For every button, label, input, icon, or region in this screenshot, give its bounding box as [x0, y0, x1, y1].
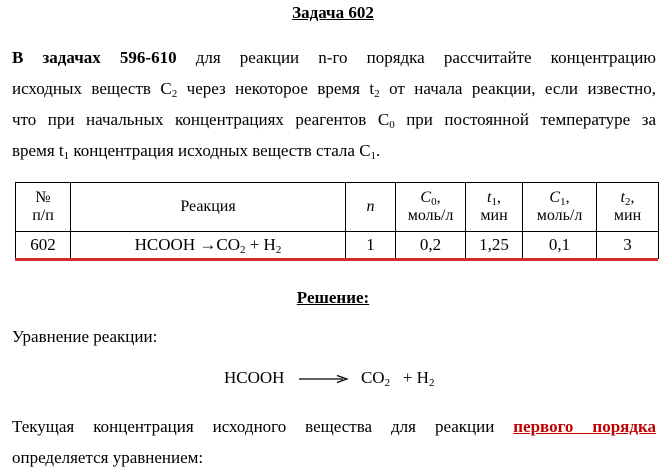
statement-line-2: исходных веществ $С_2$ через некоторое время $t_2$ от начала реакции, если известно, — [12, 79, 656, 100]
statement-line-3: что при начальных концентрациях реагентов $С_0$ при постоянной температуре за — [12, 110, 656, 131]
cell-reaction: HCOOH $\to CO_2 + H_2$ — [71, 232, 346, 259]
first-order-highlight: первого порядка — [513, 417, 656, 436]
current-concentration-text — [12, 411, 656, 473]
col-header-reaction: Реакция — [71, 183, 346, 232]
problem-statement — [12, 42, 656, 166]
col-header-n: n — [346, 183, 396, 232]
task-title: Задача 602 — [292, 3, 374, 22]
current-line-2: определяется уравнением: — [12, 448, 204, 467]
col-header-t2: $t_2$, мин — [597, 183, 659, 232]
table-red-underline — [15, 258, 658, 261]
arrow-right-icon — [299, 374, 349, 384]
statement-line-4: время $t_1$ концентрация исходных веществ стала $С_1$. — [12, 141, 381, 162]
data-table — [15, 182, 659, 259]
cell-n: 1 — [346, 232, 396, 259]
table-row — [16, 232, 659, 259]
cell-t2: 3 — [597, 232, 659, 259]
task-range: В задачах 596-610 — [12, 48, 177, 67]
col-header-c1: $C_1$, моль/л — [523, 183, 597, 232]
col-header-number: № п/п — [16, 183, 71, 232]
solution-title: Решение: — [296, 288, 370, 307]
cell-number: 602 — [16, 232, 71, 259]
reactant: HCOOH — [224, 368, 285, 387]
cell-c0: 0,2 — [396, 232, 466, 259]
table-header-row — [16, 183, 659, 232]
statement-line-1: В задачах 596-610 для реакции n-го порядка рассчитайте концентрацию — [12, 48, 656, 67]
cell-c1: 0,1 — [523, 232, 597, 259]
product-co2: $CO_2$ — [360, 368, 391, 389]
current-line-1: Текущая концентрация исходного вещества для реакции первого порядка — [12, 417, 656, 436]
reaction-equation — [224, 368, 434, 388]
col-header-c0: $C_0$, моль/л — [396, 183, 466, 232]
col-header-t1: $t_1$, мин — [466, 183, 523, 232]
equation-label: Уравнение реакции: — [12, 327, 158, 346]
cell-t1: 1,25 — [466, 232, 523, 259]
product-h2: + $H_2$ — [402, 368, 435, 389]
